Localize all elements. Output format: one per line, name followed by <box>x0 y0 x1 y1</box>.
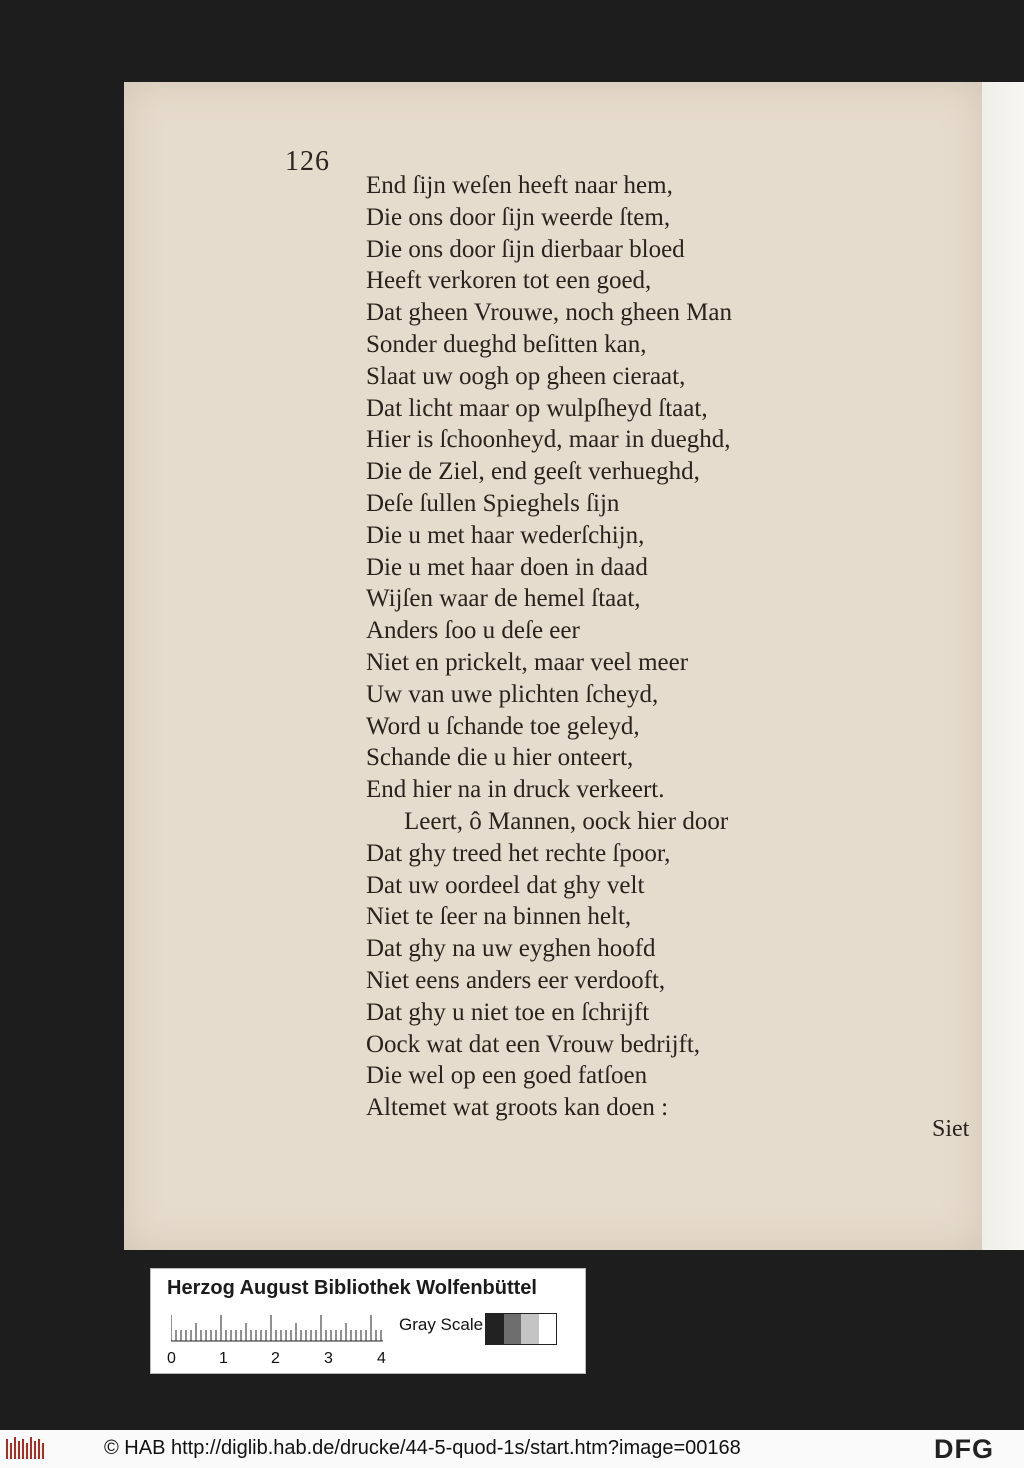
poem-line: Die de Ziel, end geeſt verhueghd, <box>366 458 700 486</box>
page-number: 126 <box>285 146 330 177</box>
poem-line: Dat gheen Vrouwe, noch gheen Man <box>366 299 732 327</box>
gray-swatch <box>486 1314 504 1344</box>
poem-line: End ſijn weſen heeft naar hem, <box>366 172 673 199</box>
poem-line: Hier is ſchoonheyd, maar in dueghd, <box>366 426 731 454</box>
poem-line: End hier na in druck verkeert. <box>366 776 665 804</box>
ruler-number: 3 <box>324 1350 333 1367</box>
copyright-url: © HAB http://diglib.hab.de/drucke/44-5-quod-1s/start.htm?image=00168 <box>104 1437 741 1459</box>
poem-line: Die u met haar wederſchijn, <box>366 521 645 549</box>
poem-line: Wijſen waar de hemel ſtaat, <box>366 585 641 613</box>
poem-line: Heeft verkoren tot een goed, <box>366 267 652 295</box>
dfg-logo: DFG <box>934 1434 994 1464</box>
ruler-number: 4 <box>377 1350 386 1367</box>
catchword: Siet <box>932 1116 970 1142</box>
poem-line: Die u met haar doen in daad <box>366 553 648 581</box>
ruler-number: 2 <box>271 1350 280 1367</box>
hab-logo-icon <box>6 1437 46 1461</box>
gray-swatch <box>504 1314 522 1344</box>
poem-line: Anders ſoo u deſe eer <box>366 617 580 645</box>
poem-line: Word u ſchande toe geleyd, <box>366 712 640 740</box>
poem-line: Altemet wat groots kan doen : <box>366 1094 669 1122</box>
gray-scale-swatches <box>485 1313 557 1345</box>
poem-line: Schande die u hier onteert, <box>366 744 634 772</box>
gray-swatch <box>539 1314 557 1344</box>
poem-line: Niet eens anders eer verdooft, <box>366 966 666 994</box>
poem-line: Die ons door ſijn dierbaar bloed <box>366 235 685 263</box>
poem-line: Niet en prickelt, maar veel meer <box>366 648 689 676</box>
poem-line: Slaat uw oogh op gheen cieraat, <box>366 362 686 390</box>
poem-line: Dat licht maar op wulpſheyd ſtaat, <box>366 394 708 422</box>
poem-line: Dat uw oordeel dat ghy velt <box>366 871 645 899</box>
poem-text <box>366 170 732 1124</box>
poem-line: Dat ghy u niet toe en ſchrijft <box>366 998 650 1026</box>
poem-line: Die ons door ſijn weerde ſtem, <box>366 203 671 231</box>
color-calibration-card <box>150 1268 586 1374</box>
ruler-number: 1 <box>219 1350 228 1367</box>
poem-line: Oock wat dat een Vrouw bedrijft, <box>366 1030 701 1058</box>
card-title: Herzog August Bibliothek Wolfenbüttel <box>167 1277 537 1299</box>
poem-line: Dat ghy treed het rechte ſpoor, <box>366 839 671 867</box>
poem-line: Niet te ſeer na binnen helt, <box>366 903 632 931</box>
gray-swatch <box>521 1314 539 1344</box>
measurement-ruler <box>171 1313 386 1345</box>
poem-line: Dat ghy na uw eyghen hoofd <box>366 935 656 963</box>
page-edge <box>982 82 1024 1250</box>
poem-line: Deſe ſullen Spieghels ſijn <box>366 489 620 517</box>
gray-scale-label: Gray Scale <box>399 1315 484 1334</box>
poem-line: Die wel op een goed fatſoen <box>366 1062 648 1090</box>
poem-line: Leert, ô Mannen, oock hier door <box>404 807 729 835</box>
poem-line: Sonder dueghd beſitten kan, <box>366 330 647 358</box>
footer-bar <box>0 1430 1024 1468</box>
ruler-number: 0 <box>167 1350 176 1367</box>
poem-line: Uw van uwe plichten ſcheyd, <box>366 680 659 708</box>
